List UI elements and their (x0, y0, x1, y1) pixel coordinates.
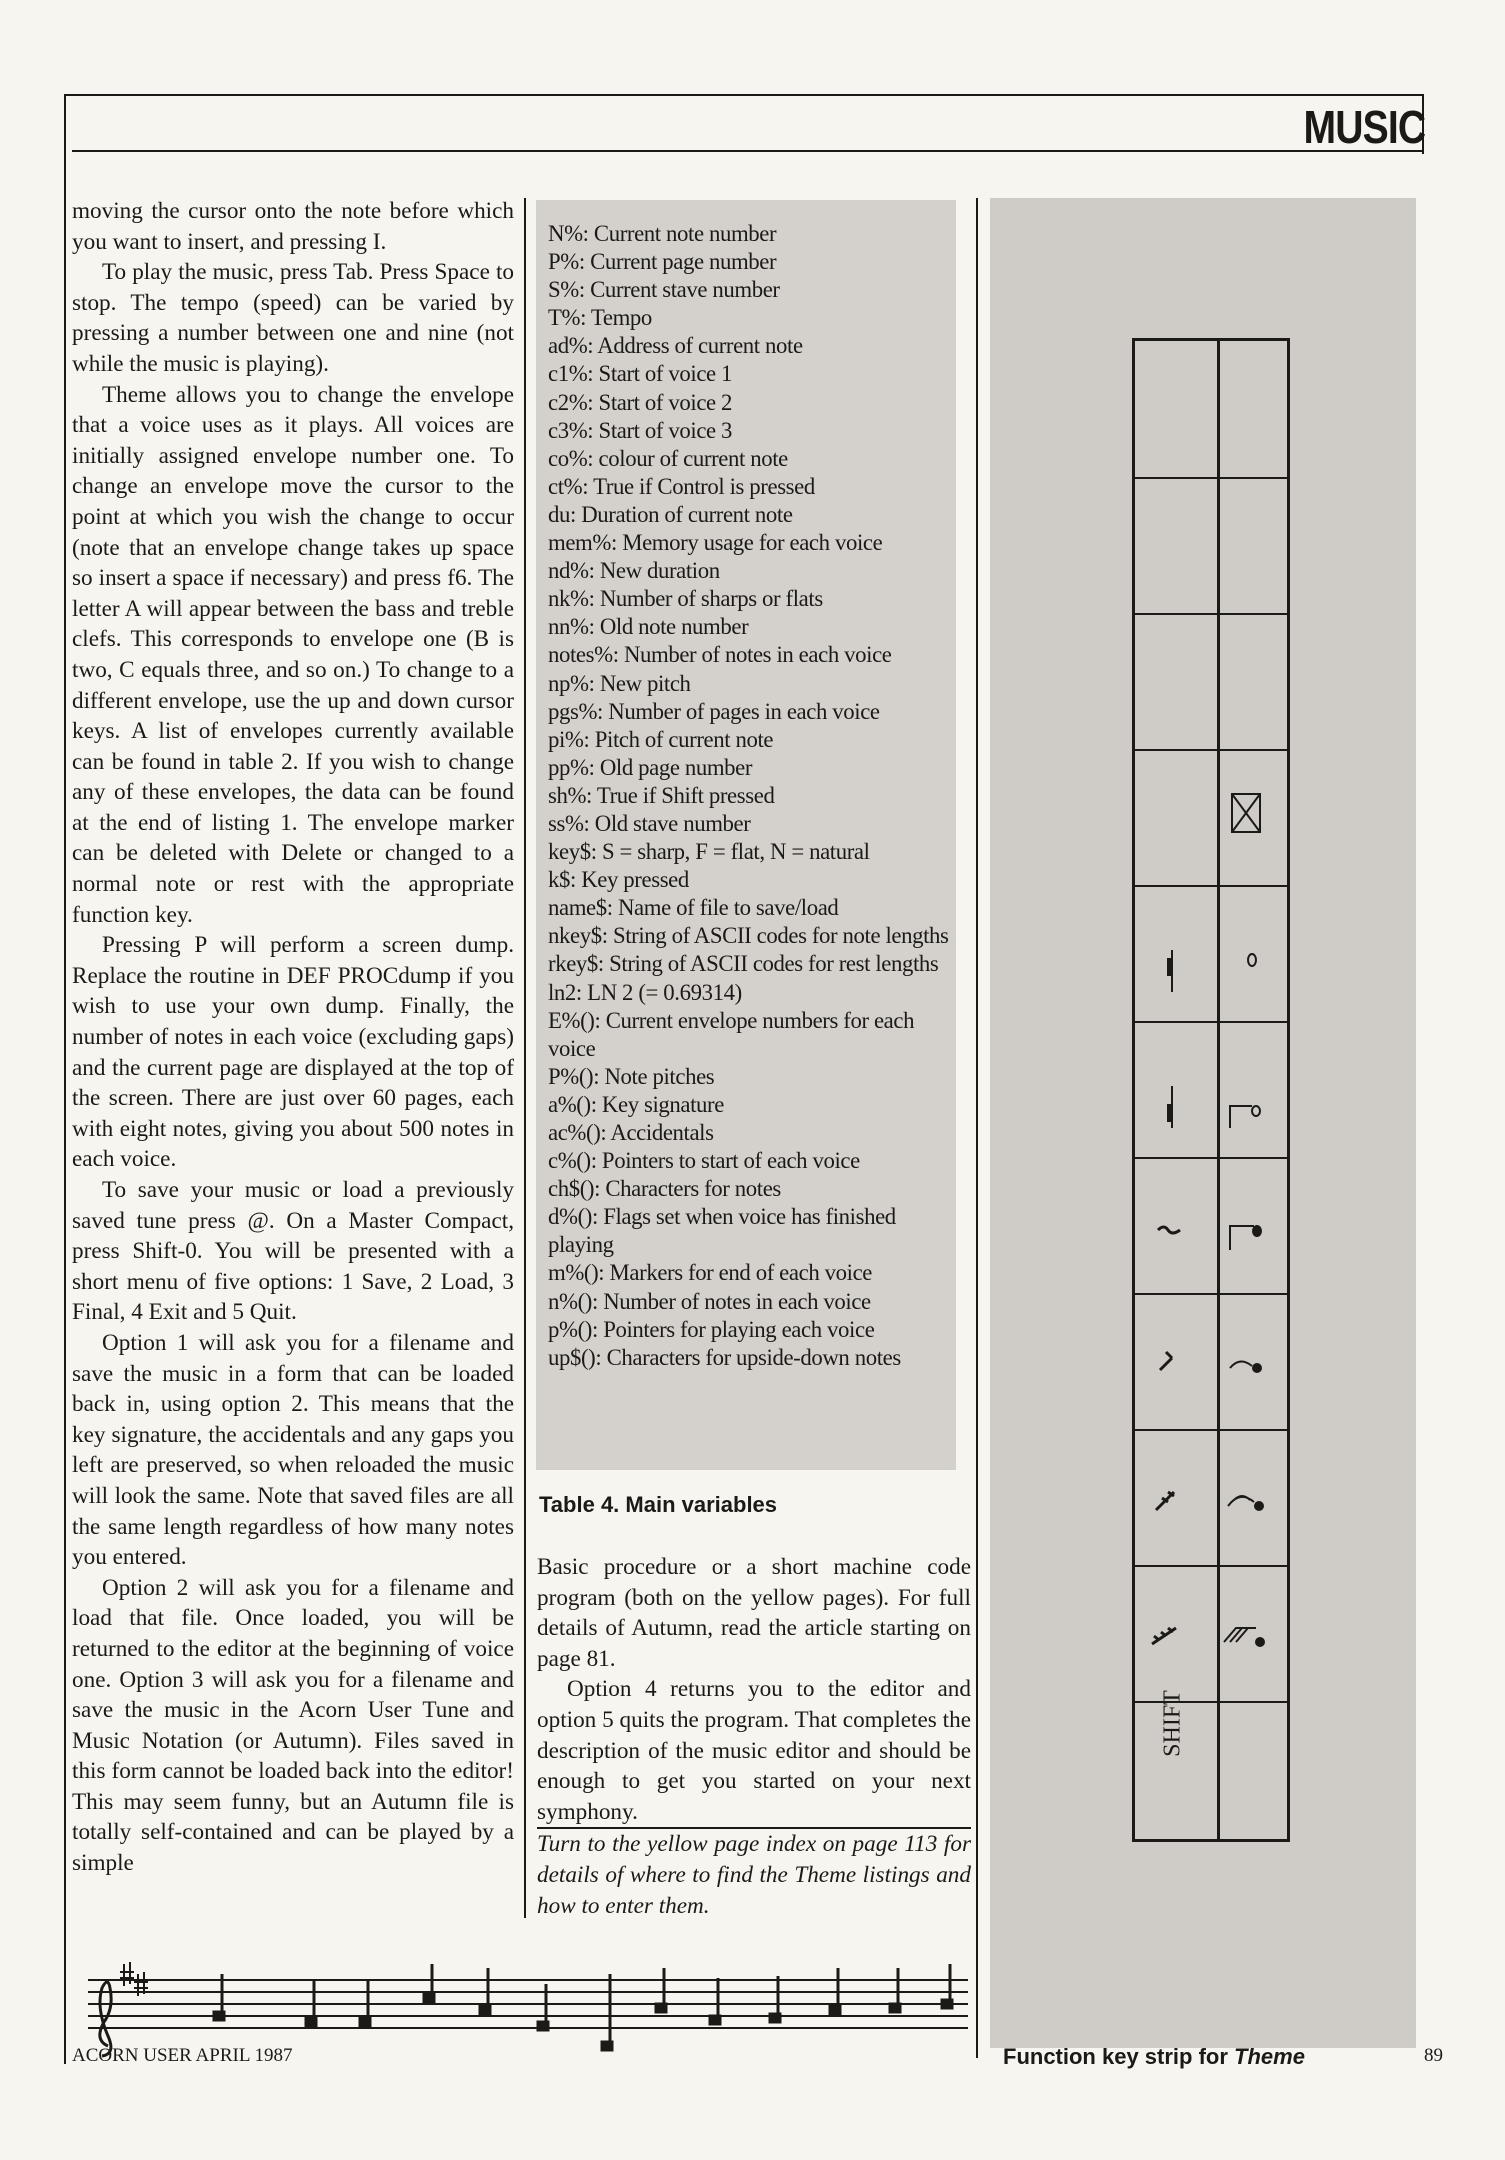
note-group (214, 1964, 952, 2050)
half-rest-icon (1167, 1086, 1172, 1128)
paragraph: Option 4 returns you to the editor and option 5 quits the program. That completes the description of the music editor and should be enough to get you started on your next symphony. (537, 1676, 971, 1825)
variable-entry: ct%: True if Control is pressed (548, 473, 815, 499)
sixteenth-rest-icon (1156, 1492, 1174, 1510)
paragraph: To play the music, press Tab. Press Space to stop. The tempo (speed) can be varied by pressing a number between one and nine (not while the music is playing). (72, 259, 514, 377)
variable-entry: ss%: Old stave number (548, 810, 751, 836)
variables-list (548, 220, 958, 1372)
variable-entry: ch$(): Characters for notes (548, 1176, 781, 1202)
footnote-rule (537, 1827, 971, 1829)
variable-entry: nd%: New duration (548, 558, 720, 584)
thirtysecond-rest-icon (1152, 1628, 1176, 1644)
variable-entry: k$: Key pressed (548, 867, 689, 893)
paragraph: Theme allows you to change the envelope that a voice uses as it plays. All voices are initially assigned envelope number one. To change an envelope move the cursor to the point at which you wish the change to occur (note that an envelope change takes up space so insert a space if necessary) and press f6. The letter A will appear between the bass and treble clefs. This corresponds to envelope one (B is two, C equals three, and so on.) To change to a different envelope, use the up and down cursor keys. A list of envelopes currently available can be found in table 2. If you wish to change any of these envelopes, the data can be found at the end of listing 1. The envelope marker can be deleted with Delete or changed to a normal note or rest with the appropriate function key. (72, 381, 514, 928)
page-number: 89 (1424, 2045, 1443, 2066)
variable-entry: ad%: Address of current note (548, 333, 803, 359)
paragraph: moving the cursor onto the note before which you want to insert, and pressing I. (72, 198, 514, 255)
variable-entry: co%: colour of current note (548, 445, 788, 471)
quarter-note-icon (1230, 1225, 1262, 1250)
caption-title: Theme (1234, 2044, 1305, 2069)
paragraph: Pressing P will perform a screen dump. Replace the routine in DEF PROCdump if you wish to use your own dump. Finally, the number of notes in each voice (excluding gaps) and the current page are displayed at the top of the screen. There are just over 60 pages, each with eight notes, giving you about 500 notes in each voice. (72, 932, 514, 1173)
sixteenth-note-icon (1228, 1496, 1264, 1511)
footnote: Turn to the yellow page index on page 113 for details of where to find the Theme listings and how to enter them. (537, 1831, 971, 1919)
variable-entry: P%: Current page number (548, 249, 777, 275)
variable-entry: c1%: Start of voice 1 (548, 361, 733, 387)
publication-footer: ACORN USER APRIL 1987 (72, 2045, 293, 2066)
eighth-note-icon (1230, 1361, 1262, 1373)
strip-symbols (1132, 338, 1290, 1842)
variable-entry: d%(): Flags set when voice has finished playing (548, 1204, 896, 1258)
variable-entry: ln2: LN 2 (= 0.69314) (548, 979, 742, 1005)
paragraph: Basic procedure or a short machine code program (both on the yellow pages). For full details of Autumn, read the article starting on page 81. (537, 1554, 971, 1672)
variable-entry: sh%: True if Shift pressed (548, 782, 775, 808)
variable-entry: nn%: Old note number (548, 614, 749, 640)
whole-note-icon (1248, 954, 1256, 966)
envelope-marker-icon (1232, 794, 1260, 832)
half-note-icon (1230, 1106, 1260, 1128)
section-title: MUSIC (1303, 101, 1425, 153)
music-stave-illustration (78, 1950, 978, 2060)
variable-entry: ac%(): Accidentals (548, 1120, 714, 1145)
variable-entry: P%(): Note pitches (548, 1063, 715, 1089)
column-divider-left (524, 198, 526, 1918)
variables-table-caption: Table 4. Main variables (539, 1492, 778, 1517)
variable-entry: mem%: Memory usage for each voice (548, 530, 883, 556)
variable-entry: key$: S = sharp, F = flat, N = natural (548, 839, 870, 865)
key-signature-icon (120, 1962, 148, 1996)
paragraph: Option 1 will ask you for a filename and save the music in a form that can be loaded back in, using option 2. This means that the key signature, the accidentals and any gaps you left are preserved, so when reloaded the music will look the same. Note that saved files are all the same length regardless of how many notes you entered. (72, 1329, 514, 1571)
variable-entry: T%: Tempo (548, 305, 652, 331)
variable-entry: n%(): Number of notes in each voice (548, 1288, 871, 1314)
thirtysecond-note-icon (1224, 1628, 1265, 1647)
variable-entry: c3%: Start of voice 3 (548, 417, 733, 443)
variable-entry: np%: New pitch (548, 670, 691, 696)
variable-entry: N%: Current note number (548, 221, 777, 246)
paragraph: Option 2 will ask you for a filename and load that file. Once loaded, you will be returned to the editor at the beginning of voice one. Option 3 will ask you for a filename and save the music in the Acorn User Tune and Music Notation (or Autumn). Files saved in this form cannot be loaded back into the editor! This may seem funny, but an Autumn file is totally self-contained and can be played by a simple (72, 1574, 514, 1877)
caption-prefix: Function key strip for (1003, 2044, 1235, 2069)
variable-entry: c2%: Start of voice 2 (548, 389, 733, 415)
left-border-rule (64, 94, 66, 2064)
variable-entry: m%(): Markers for end of each voice (548, 1260, 873, 1286)
variable-entry: pgs%: Number of pages in each voice (548, 698, 880, 724)
variable-entry: pi%: Pitch of current note (548, 726, 774, 752)
top-border-rule (64, 94, 1424, 96)
middle-column-text (537, 1552, 971, 1921)
left-column-text (72, 196, 514, 1879)
whole-rest-icon (1167, 950, 1172, 992)
variable-entry: c%(): Pointers to start of each voice (548, 1148, 860, 1174)
header-underline-rule (72, 150, 1424, 152)
variable-entry: p%(): Pointers for playing each voice (548, 1316, 875, 1342)
paragraph: To save your music or load a previously saved tune press @. On a Master Compact, press Shift-0. You will be presented with a short menu of five options: 1 Save, 2 Load, 3 Final, 4 Exit and 5 Quit. (72, 1177, 514, 1326)
variable-entry: du: Duration of current note (548, 501, 793, 527)
quarter-rest-icon (1158, 1227, 1180, 1233)
shift-label: SHIFT (1159, 1690, 1186, 1757)
column-divider-right (976, 198, 978, 2058)
function-strip-caption (1003, 2044, 1305, 2070)
variable-entry: up$(): Characters for upside-down notes (548, 1344, 901, 1370)
variable-entry: rkey$: String of ASCII codes for rest lengths (548, 951, 939, 977)
variable-entry: pp%: Old page number (548, 754, 753, 780)
variable-entry: nk%: Number of sharps or flats (548, 586, 823, 612)
variable-entry: nkey$: String of ASCII codes for note lengths (548, 923, 949, 949)
eighth-rest-icon (1160, 1352, 1172, 1370)
variable-entry: notes%: Number of notes in each voice (548, 642, 892, 668)
variable-entry: S%: Current stave number (548, 277, 780, 303)
variable-entry: E%(): Current envelope numbers for each voice (548, 1007, 915, 1061)
variable-entry: a%(): Key signature (548, 1091, 724, 1117)
variable-entry: name$: Name of file to save/load (548, 895, 839, 921)
